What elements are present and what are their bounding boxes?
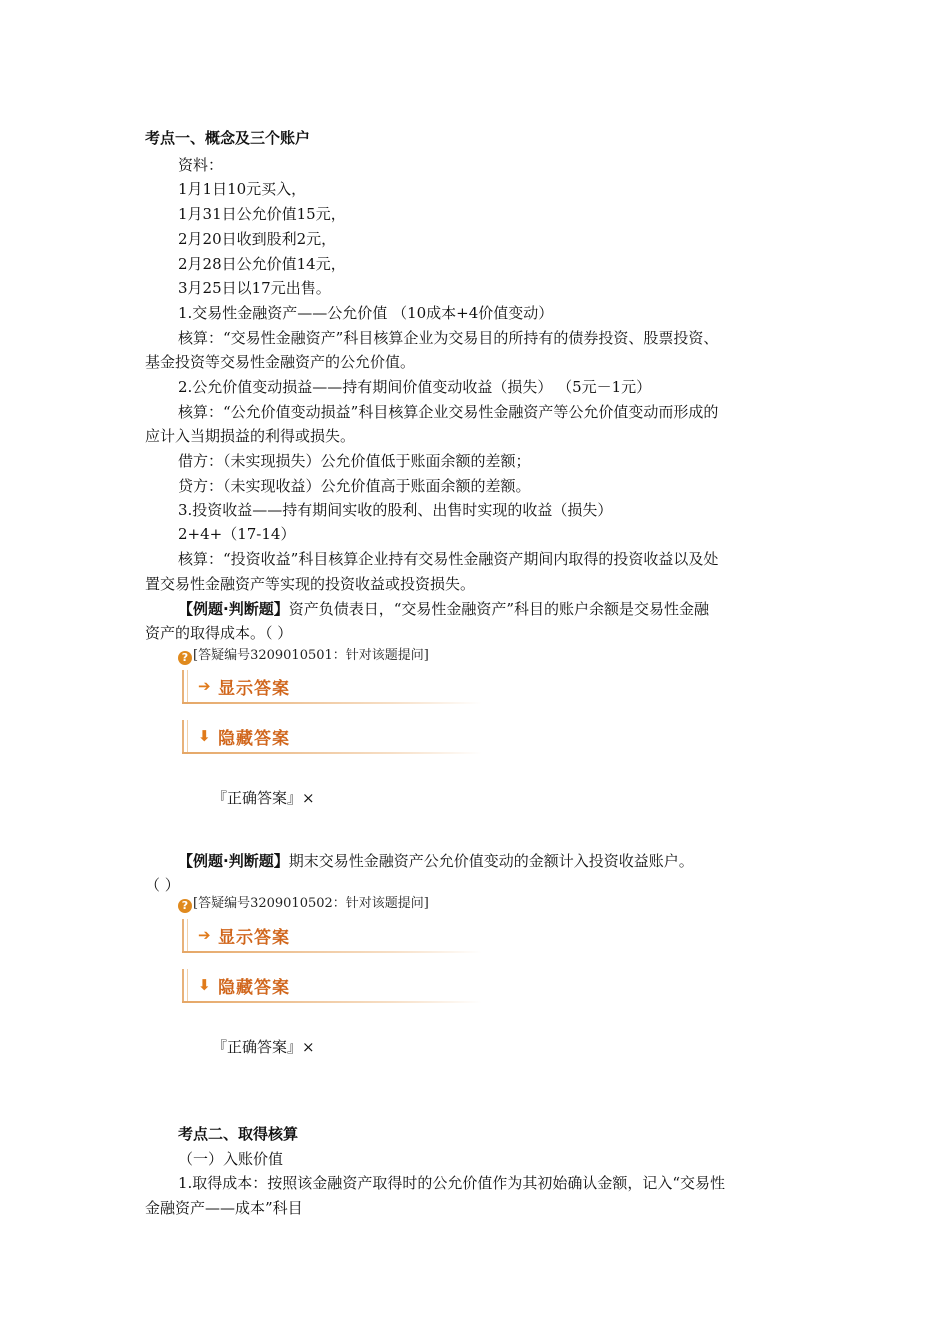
show-answer-label[interactable]: 显示答案 <box>218 679 290 699</box>
correct-answer: 『正确答案』× <box>212 1038 315 1056</box>
text-line: 核算：“公允价值变动损益”科目核算企业交易性金融资产等公允价值变动而形成的 <box>178 403 719 421</box>
show-answer-label[interactable]: 显示答案 <box>218 928 290 948</box>
example-text-line2: 资产的取得成本。（ ） <box>145 624 293 642</box>
arrow-right-icon: ➔ <box>198 677 211 695</box>
text-line: 资料： <box>178 156 224 174</box>
text-line: 1.交易性金融资产——公允价值 （10成本+4价值变动） <box>178 304 554 322</box>
example-tag: 【例题·判断题】 <box>178 600 289 618</box>
text-line: 置交易性金融资产等实现的投资收益或投资损失。 <box>145 575 476 593</box>
text-line: 核算：“交易性金融资产”科目核算企业为交易目的所持有的债券投资、股票投资、 <box>178 329 719 347</box>
text-line: 2月28日公允价值14元， <box>178 255 346 273</box>
correct-answer: 『正确答案』× <box>212 789 315 807</box>
show-answer-button[interactable] <box>178 668 488 706</box>
text-line: 金融资产——成本”科目 <box>145 1199 303 1217</box>
text-line: 基金投资等交易性金融资产的公允价值。 <box>145 353 416 371</box>
question-icon: ? <box>178 651 192 665</box>
section-title: 考点二、取得核算 <box>178 1125 299 1143</box>
text-line: 1.取得成本：按照该金融资产取得时的公允价值作为其初始确认金额，记入“交易性 <box>178 1174 725 1192</box>
qa-link[interactable] <box>178 647 429 665</box>
subsection-title: （一）入账价值 <box>178 1150 284 1168</box>
text-line: 2+4+（17-14） <box>178 525 296 543</box>
hide-answer-label[interactable]: 隐藏答案 <box>218 978 290 998</box>
text-line: 3月25日以17元出售。 <box>178 279 331 297</box>
example-text: 资产负债表日，“交易性金融资产”科目的账户余额是交易性金融 <box>288 600 710 618</box>
example-tag: 【例题·判断题】 <box>178 852 289 870</box>
text-line: 3.投资收益——持有期间实收的股利、出售时实现的收益（损失） <box>178 501 613 519</box>
text-line: 贷方：（未实现收益）公允价值高于账面余额的差额。 <box>178 477 531 495</box>
text-line: 1月31日公允价值15元， <box>178 205 346 223</box>
hide-answer-label[interactable]: 隐藏答案 <box>218 729 290 749</box>
text-line: 2.公允价值变动损益——持有期间价值变动收益（损失） （5元－1元） <box>178 378 652 396</box>
arrow-down-icon: ⬇ <box>198 976 211 994</box>
example-text-line2: （ ） <box>145 876 180 894</box>
show-answer-button[interactable] <box>178 917 488 955</box>
example-question <box>178 850 694 872</box>
qa-link-text[interactable]: [答疑编号3209010501：针对该题提问] <box>193 648 429 663</box>
qa-link-text[interactable]: [答疑编号3209010502：针对该题提问] <box>193 896 429 911</box>
example-text: 期末交易性金融资产公允价值变动的金额计入投资收益账户。 <box>288 852 694 870</box>
text-line: 2月20日收到股利2元， <box>178 230 337 248</box>
hide-answer-button[interactable] <box>178 718 488 756</box>
text-line: 1月1日10元买入， <box>178 180 307 198</box>
arrow-right-icon: ➔ <box>198 926 211 944</box>
question-icon: ? <box>178 899 192 913</box>
qa-link[interactable] <box>178 895 429 913</box>
example-question <box>178 598 709 620</box>
text-line: 核算：“投资收益”科目核算企业持有交易性金融资产期间内取得的投资收益以及处 <box>178 550 719 568</box>
text-line: 应计入当期损益的利得或损失。 <box>145 427 356 445</box>
text-line: 借方：（未实现损失）公允价值低于账面余额的差额； <box>178 452 531 470</box>
arrow-down-icon: ⬇ <box>198 727 211 745</box>
section-title: 考点一、概念及三个账户 <box>145 129 311 147</box>
hide-answer-button[interactable] <box>178 967 488 1005</box>
